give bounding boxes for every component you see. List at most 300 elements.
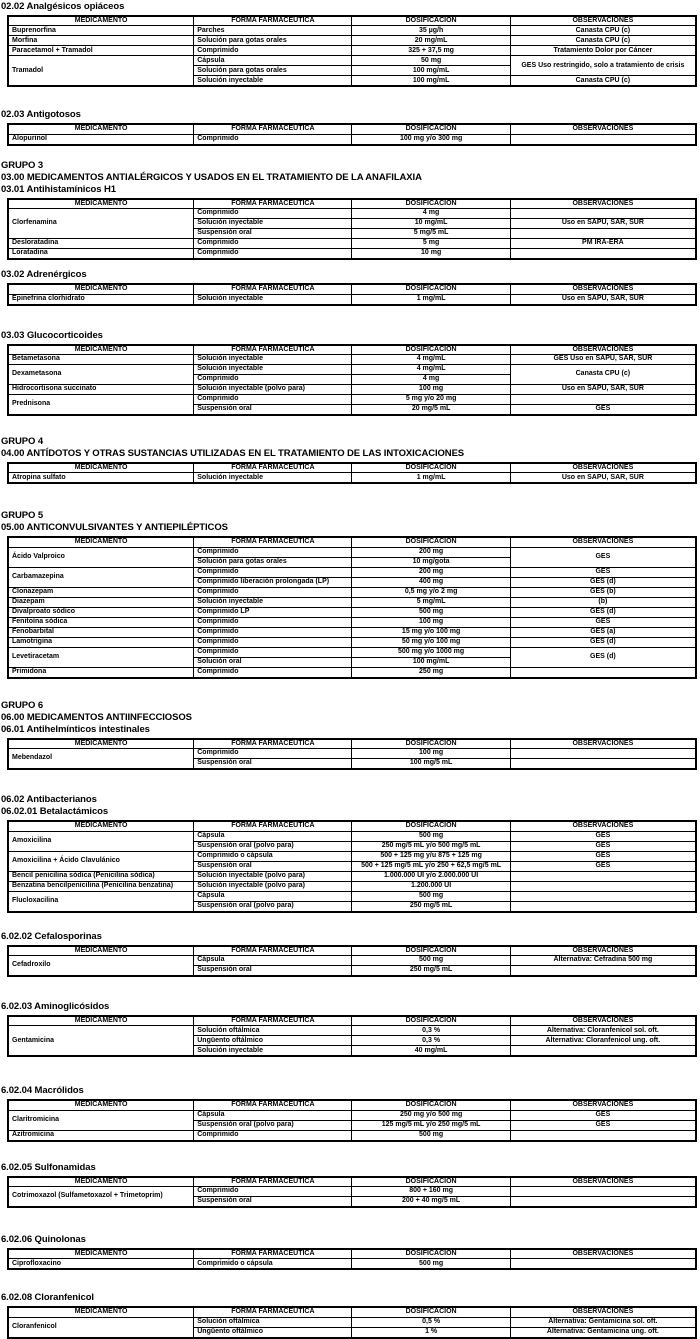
observations-cell: Canasta CPU (c)	[510, 26, 696, 36]
medication-cell: Amoxicilina	[8, 831, 194, 851]
form-cell: Comprimido	[194, 617, 352, 627]
dose-cell: 500 mg y/o 1000 mg	[352, 647, 510, 657]
form-cell: Solución inyectable	[194, 354, 352, 364]
form-cell: Comprimido	[194, 637, 352, 647]
form-cell: Comprimido	[194, 46, 352, 56]
dose-cell: 200 mg	[352, 547, 510, 557]
dose-cell: 500 mg	[352, 1130, 510, 1141]
column-header: MEDICAMENTO	[8, 124, 194, 134]
observations-cell: Canasta CPU (c)	[510, 364, 696, 384]
form-cell: Suspensión oral (polvo para)	[194, 901, 352, 912]
observations-cell	[510, 209, 696, 219]
observations-cell	[510, 394, 696, 404]
header-row	[8, 1177, 696, 1187]
column-header: FORMA FARMACÉUTICA	[194, 345, 352, 355]
dose-cell: 200 + 40 mg/5 mL	[352, 1197, 510, 1208]
header-row	[8, 284, 696, 294]
dose-cell: 800 + 160 mg	[352, 1187, 510, 1197]
dose-cell: 10 mg/gota	[352, 557, 510, 567]
observations-cell: (b)	[510, 597, 696, 607]
column-header: OBSERVACIONES	[510, 821, 696, 831]
header-row	[8, 1100, 696, 1110]
observations-cell	[510, 667, 696, 678]
form-cell: Cápsula	[194, 955, 352, 965]
column-header: MEDICAMENTO	[8, 946, 194, 956]
dose-cell: 35 µg/h	[352, 26, 510, 36]
section	[1, 1, 698, 87]
dose-cell: 15 mg y/o 100 mg	[352, 627, 510, 637]
dose-cell: 50 mg	[352, 56, 510, 66]
medication-cell: Dexametasona	[8, 364, 194, 384]
section-heading: 03.01 Antihistamínicos H1	[1, 183, 116, 195]
observations-cell: GES	[510, 851, 696, 861]
observations-cell: Alternativa: Gentamicina sol. oft.	[510, 1317, 696, 1327]
section-heading: 03.03 Glucocorticoides	[1, 329, 103, 341]
form-cell: Suspensión oral	[194, 965, 352, 976]
dose-cell: 10 mg	[352, 249, 510, 260]
medication-cell: Fenobarbital	[8, 627, 194, 637]
medication-table	[7, 344, 697, 416]
dose-cell: 1.000.000 UI y/o 2.000.000 UI	[352, 871, 510, 881]
form-cell: Solución inyectable (polvo para)	[194, 871, 352, 881]
form-cell: Cápsula	[194, 1110, 352, 1120]
observations-cell: GES	[510, 547, 696, 567]
section	[1, 1085, 698, 1141]
medication-cell: Lamotrigina	[8, 637, 194, 647]
form-cell: Suspensión oral	[194, 861, 352, 871]
table-row	[8, 567, 696, 577]
form-cell: Solución inyectable	[194, 597, 352, 607]
observations-cell	[510, 1130, 696, 1141]
medication-cell: Clonazepam	[8, 587, 194, 597]
observations-cell: GES	[510, 841, 696, 851]
observations-cell	[510, 871, 696, 881]
table-row	[8, 134, 696, 145]
column-header: DOSIFICACIÓN	[352, 463, 510, 473]
medication-table	[7, 1176, 697, 1208]
medication-cell: Divalproato sódico	[8, 607, 194, 617]
medication-table	[7, 1099, 697, 1141]
section	[1, 160, 698, 260]
section	[1, 931, 698, 977]
table-row	[8, 473, 696, 484]
medication-cell: Mebendazol	[8, 749, 194, 770]
dose-cell: 50 mg y/o 100 mg	[352, 637, 510, 647]
column-header: DOSIFICACIÓN	[352, 946, 510, 956]
observations-cell: GES (a)	[510, 627, 696, 637]
section-heading: 6.02.08 Cloranfenicol	[1, 1292, 94, 1304]
dose-cell: 5 mg/mL	[352, 597, 510, 607]
medication-cell: Morfina	[8, 36, 194, 46]
table-row	[8, 249, 696, 260]
table-row	[8, 364, 696, 374]
observations-cell: Uso en SAPU, SAR, SUR	[510, 384, 696, 394]
form-cell: Comprimido	[194, 1130, 352, 1141]
dose-cell: 500 mg	[352, 1259, 510, 1270]
medication-cell: Gentamicina	[8, 1026, 194, 1057]
section-heading: GRUPO 3	[1, 159, 44, 171]
form-cell: Comprimido	[194, 627, 352, 637]
section-heading: GRUPO 5	[1, 510, 44, 522]
table-row	[8, 1130, 696, 1141]
dose-cell: 500 mg	[352, 607, 510, 617]
column-header: OBSERVACIONES	[510, 345, 696, 355]
form-cell: Suspensión oral	[194, 229, 352, 239]
form-cell: Comprimido	[194, 134, 352, 145]
observations-cell: GES (d)	[510, 607, 696, 617]
form-cell: Cápsula	[194, 891, 352, 901]
column-header: DOSIFICACIÓN	[352, 16, 510, 26]
section-heading: 06.01 Antihelmínticos intestinales	[1, 723, 150, 735]
column-header: OBSERVACIONES	[510, 199, 696, 209]
header-row	[8, 1249, 696, 1259]
form-cell: Comprimido	[194, 249, 352, 260]
dose-cell: 125 mg/5 mL y/o 250 mg/5 mL	[352, 1120, 510, 1130]
section-heading: 02.02 Analgésicos opiáceos	[1, 1, 125, 12]
dose-cell: 0,3 %	[352, 1026, 510, 1036]
dose-cell: 250 mg/5 mL	[352, 965, 510, 976]
table-row	[8, 597, 696, 607]
observations-cell: GES (d)	[510, 637, 696, 647]
column-header: OBSERVACIONES	[510, 1249, 696, 1259]
column-header: DOSIFICACIÓN	[352, 1177, 510, 1187]
medication-cell: Betametasona	[8, 354, 194, 364]
table-row	[8, 871, 696, 881]
column-header: MEDICAMENTO	[8, 821, 194, 831]
dose-cell: 100 mg y/o 300 mg	[352, 134, 510, 145]
medication-cell: Azitromicina	[8, 1130, 194, 1141]
dose-cell: 100 mg/mL	[352, 657, 510, 667]
dose-cell: 500 mg	[352, 955, 510, 965]
section-heading: 03.00 MEDICAMENTOS ANTIALÉRGICOS Y USADOS EN EL TRATAMIENTO DE LA ANAFILAXIA	[1, 171, 422, 183]
observations-cell: GES	[510, 617, 696, 627]
table-row	[8, 831, 696, 841]
form-cell: Comprimido	[194, 587, 352, 597]
section	[1, 436, 698, 484]
section	[1, 1292, 698, 1338]
form-cell: Solución oftálmica	[194, 1317, 352, 1327]
column-header: OBSERVACIONES	[510, 284, 696, 294]
medication-cell: Clorfenamina	[8, 209, 194, 239]
form-cell: Comprimido	[194, 1187, 352, 1197]
observations-cell: GES	[510, 404, 696, 415]
medication-cell: Bencil penicilina sódica (Penicilina sódica)	[8, 871, 194, 881]
dose-cell: 100 mg	[352, 749, 510, 759]
medication-cell: Atropina sulfato	[8, 473, 194, 484]
column-header: OBSERVACIONES	[510, 946, 696, 956]
section-heading: 6.02.03 Aminoglicósidos	[1, 1000, 110, 1012]
dose-cell: 250 mg/5 mL	[352, 901, 510, 912]
column-header: MEDICAMENTO	[8, 1100, 194, 1110]
form-cell: Ungüento oftálmico	[194, 1036, 352, 1046]
column-header: FORMA FARMACÉUTICA	[194, 821, 352, 831]
table-row	[8, 46, 696, 56]
header-row	[8, 345, 696, 355]
column-header: FORMA FARMACÉUTICA	[194, 1177, 352, 1187]
dose-cell: 100 mg/mL	[352, 66, 510, 76]
medication-cell: Fenitoína sódica	[8, 617, 194, 627]
table-row	[8, 627, 696, 637]
observations-cell	[510, 134, 696, 145]
medication-cell: Prednisona	[8, 394, 194, 415]
form-cell: Suspensión oral (polvo para)	[194, 1120, 352, 1130]
observations-cell	[510, 1197, 696, 1208]
observations-cell: Tratamiento Dolor por Cáncer	[510, 46, 696, 56]
section	[1, 794, 698, 912]
form-cell: Comprimido	[194, 374, 352, 384]
form-cell: Cápsula	[194, 831, 352, 841]
header-row	[8, 199, 696, 209]
medication-table	[7, 1306, 697, 1338]
section	[1, 700, 698, 770]
column-header: FORMA FARMACÉUTICA	[194, 946, 352, 956]
table-row	[8, 851, 696, 861]
column-header: OBSERVACIONES	[510, 16, 696, 26]
table-row	[8, 955, 696, 965]
medication-table	[7, 283, 697, 305]
observations-cell	[510, 249, 696, 260]
table-row	[8, 1259, 696, 1270]
observations-cell: GES	[510, 831, 696, 841]
dose-cell: 400 mg	[352, 577, 510, 587]
column-header: DOSIFICACIÓN	[352, 1249, 510, 1259]
column-header: OBSERVACIONES	[510, 1177, 696, 1187]
form-cell: Solución inyectable	[194, 364, 352, 374]
column-header: DOSIFICACIÓN	[352, 739, 510, 749]
form-cell: Solución inyectable	[194, 473, 352, 484]
dose-cell: 4 mg/mL	[352, 364, 510, 374]
table-row	[8, 26, 696, 36]
dose-cell: 5 mg	[352, 239, 510, 249]
medication-table	[7, 1248, 697, 1270]
form-cell: Suspensión oral (polvo para)	[194, 841, 352, 851]
form-cell: Parches	[194, 26, 352, 36]
section	[1, 109, 698, 145]
medication-table	[7, 820, 697, 912]
section-heading: GRUPO 4	[1, 435, 44, 447]
medication-cell: Claritromicina	[8, 1110, 194, 1130]
medication-table	[7, 198, 697, 260]
medication-cell: Hidrocortisona succinato	[8, 384, 194, 394]
column-header: MEDICAMENTO	[8, 16, 194, 26]
observations-cell: Alternativa: Gentamicina ung. oft.	[510, 1327, 696, 1338]
table-row	[8, 1026, 696, 1036]
form-cell: Solución inyectable	[194, 76, 352, 87]
table-row	[8, 1187, 696, 1197]
dose-cell: 1 mg/mL	[352, 473, 510, 484]
dose-cell: 5 mg/5 mL	[352, 229, 510, 239]
observations-cell: GES (b)	[510, 587, 696, 597]
form-cell: Solución inyectable (polvo para)	[194, 881, 352, 891]
form-cell: Suspensión oral	[194, 759, 352, 770]
form-cell: Solución para gotas orales	[194, 557, 352, 567]
observations-cell: Uso en SAPU, SAR, SUR	[510, 294, 696, 305]
dose-cell: 500 mg	[352, 891, 510, 901]
column-header: FORMA FARMACÉUTICA	[194, 199, 352, 209]
form-cell: Comprimido	[194, 667, 352, 678]
column-header: DOSIFICACIÓN	[352, 124, 510, 134]
table-row	[8, 891, 696, 901]
form-cell: Comprimido LP	[194, 607, 352, 617]
medication-cell: Diazepam	[8, 597, 194, 607]
column-header: OBSERVACIONES	[510, 1100, 696, 1110]
column-header: OBSERVACIONES	[510, 124, 696, 134]
table-row	[8, 1317, 696, 1327]
table-row	[8, 36, 696, 46]
form-cell: Solución inyectable	[194, 219, 352, 229]
column-header: DOSIFICACIÓN	[352, 821, 510, 831]
section-heading: 6.02.05 Sulfonamidas	[1, 1161, 96, 1173]
medication-cell: Buprenorfina	[8, 26, 194, 36]
medication-cell: Flucloxacilina	[8, 891, 194, 912]
section	[1, 1001, 698, 1057]
form-cell: Comprimido	[194, 239, 352, 249]
section-heading: 02.03 Antigotosos	[1, 109, 81, 121]
observations-cell	[510, 1046, 696, 1057]
section-heading: 06.02 Antibacterianos	[1, 794, 97, 806]
section-heading: 6.02.04 Macrólidos	[1, 1085, 84, 1097]
medication-cell: Ácido Valproico	[8, 547, 194, 567]
observations-cell	[510, 881, 696, 891]
table-row	[8, 749, 696, 759]
column-header: MEDICAMENTO	[8, 199, 194, 209]
table-row	[8, 607, 696, 617]
section	[1, 1162, 698, 1208]
dose-cell: 200 mg	[352, 567, 510, 577]
column-header: MEDICAMENTO	[8, 1307, 194, 1317]
form-cell: Solución para gotas orales	[194, 66, 352, 76]
dose-cell: 325 + 37,5 mg	[352, 46, 510, 56]
column-header: FORMA FARMACÉUTICA	[194, 1307, 352, 1317]
dose-cell: 5 mg y/o 20 mg	[352, 394, 510, 404]
table-row	[8, 354, 696, 364]
observations-cell	[510, 901, 696, 912]
observations-cell: Canasta CPU (c)	[510, 76, 696, 87]
observations-cell: Alternativa: Cloranfenicol ung. oft.	[510, 1036, 696, 1046]
dose-cell: 500 + 125 mg y/u 875 + 125 mg	[352, 851, 510, 861]
dose-cell: 0,5 %	[352, 1317, 510, 1327]
column-header: FORMA FARMACÉUTICA	[194, 1249, 352, 1259]
form-cell: Suspensión oral	[194, 1197, 352, 1208]
column-header: MEDICAMENTO	[8, 1177, 194, 1187]
column-header: MEDICAMENTO	[8, 739, 194, 749]
observations-cell: GES	[510, 1120, 696, 1130]
column-header: DOSIFICACIÓN	[352, 1100, 510, 1110]
section	[1, 1234, 698, 1270]
column-header: FORMA FARMACÉUTICA	[194, 739, 352, 749]
table-row	[8, 637, 696, 647]
observations-cell	[510, 1187, 696, 1197]
column-header: FORMA FARMACÉUTICA	[194, 16, 352, 26]
medication-cell: Cefadroxilo	[8, 955, 194, 976]
table-row	[8, 56, 696, 66]
form-cell: Comprimido o cápsula	[194, 851, 352, 861]
observations-cell: Uso en SAPU, SAR, SUR	[510, 219, 696, 229]
medication-cell: Cloranfenicol	[8, 1317, 194, 1338]
medication-cell: Epinefrina clorhidrato	[8, 294, 194, 305]
dose-cell: 1 mg/mL	[352, 294, 510, 305]
observations-cell: Alternativa: Cloranfenicol sol. oft.	[510, 1026, 696, 1036]
dose-cell: 100 mg/5 mL	[352, 759, 510, 770]
table-row	[8, 881, 696, 891]
dose-cell: 250 mg/5 mL y/o 500 mg/5 mL	[352, 841, 510, 851]
section-heading: 06.00 MEDICAMENTOS ANTIINFECCIOSOS	[1, 711, 192, 723]
dose-cell: 500 + 125 mg/5 mL y/o 250 + 62,5 mg/5 mL	[352, 861, 510, 871]
form-cell: Solución inyectable	[194, 294, 352, 305]
form-cell: Suspensión oral	[194, 404, 352, 415]
column-header: OBSERVACIONES	[510, 1307, 696, 1317]
observations-cell: Uso en SAPU, SAR, SUR	[510, 473, 696, 484]
form-cell: Ungüento oftálmico	[194, 1327, 352, 1338]
medication-cell: Ciprofloxacino	[8, 1259, 194, 1270]
observations-cell: GES	[510, 567, 696, 577]
form-cell: Comprimido	[194, 749, 352, 759]
column-header: MEDICAMENTO	[8, 537, 194, 547]
column-header: FORMA FARMACÉUTICA	[194, 1016, 352, 1026]
table-row	[8, 294, 696, 305]
table-row	[8, 384, 696, 394]
form-cell: Comprimido	[194, 567, 352, 577]
column-header: DOSIFICACIÓN	[352, 1016, 510, 1026]
header-row	[8, 946, 696, 956]
medication-table	[7, 462, 697, 484]
column-header: DOSIFICACIÓN	[352, 345, 510, 355]
observations-cell: GES Uso restringido, solo a tratamiento de crisis	[510, 56, 696, 76]
form-cell: Solución para gotas orales	[194, 36, 352, 46]
medication-cell: Alopurinol	[8, 134, 194, 145]
column-header: OBSERVACIONES	[510, 1016, 696, 1026]
dose-cell: 250 mg y/o 500 mg	[352, 1110, 510, 1120]
column-header: DOSIFICACIÓN	[352, 284, 510, 294]
observations-cell: GES (d)	[510, 577, 696, 587]
section	[1, 330, 698, 416]
table-row	[8, 547, 696, 557]
form-cell: Comprimido	[194, 209, 352, 219]
observations-cell	[510, 749, 696, 759]
dose-cell: 0,3 %	[352, 1036, 510, 1046]
medication-cell: Paracetamol + Tramadol	[8, 46, 194, 56]
column-header: FORMA FARMACÉUTICA	[194, 537, 352, 547]
section	[1, 510, 698, 678]
header-row	[8, 739, 696, 749]
section-heading: 03.02 Adrenérgicos	[1, 269, 87, 281]
section	[1, 269, 698, 305]
dose-cell: 40 mg/mL	[352, 1046, 510, 1057]
medication-cell: Benzatina bencilpenicilina (Penicilina benzatina)	[8, 881, 194, 891]
medication-cell: Loratadina	[8, 249, 194, 260]
column-header: OBSERVACIONES	[510, 463, 696, 473]
section-heading: 04.00 ANTÍDOTOS Y OTRAS SUSTANCIAS UTILIZADAS EN EL TRATAMIENTO DE LAS INTOXICACIONES	[1, 447, 465, 459]
observations-cell	[510, 229, 696, 239]
observations-cell: Alternativa: Cefradina 500 mg	[510, 955, 696, 965]
column-header: FORMA FARMACÉUTICA	[194, 463, 352, 473]
observations-cell: GES (d)	[510, 647, 696, 667]
medication-cell: Tramadol	[8, 56, 194, 87]
table-row	[8, 587, 696, 597]
medication-cell: Cotrimoxazol (Sulfametoxazol + Trimetoprim)	[8, 1187, 194, 1208]
medication-cell: Primidona	[8, 667, 194, 678]
section-heading: 06.02.01 Betalactámicos	[1, 806, 109, 818]
form-cell: Comprimido	[194, 547, 352, 557]
form-cell: Comprimido	[194, 394, 352, 404]
dose-cell: 100 mg	[352, 617, 510, 627]
header-row	[8, 124, 696, 134]
dose-cell: 10 mg/mL	[352, 219, 510, 229]
form-cell: Solución inyectable	[194, 1046, 352, 1057]
form-cell: Cápsula	[194, 56, 352, 66]
dose-cell: 4 mg/mL	[352, 354, 510, 364]
observations-cell	[510, 1259, 696, 1270]
